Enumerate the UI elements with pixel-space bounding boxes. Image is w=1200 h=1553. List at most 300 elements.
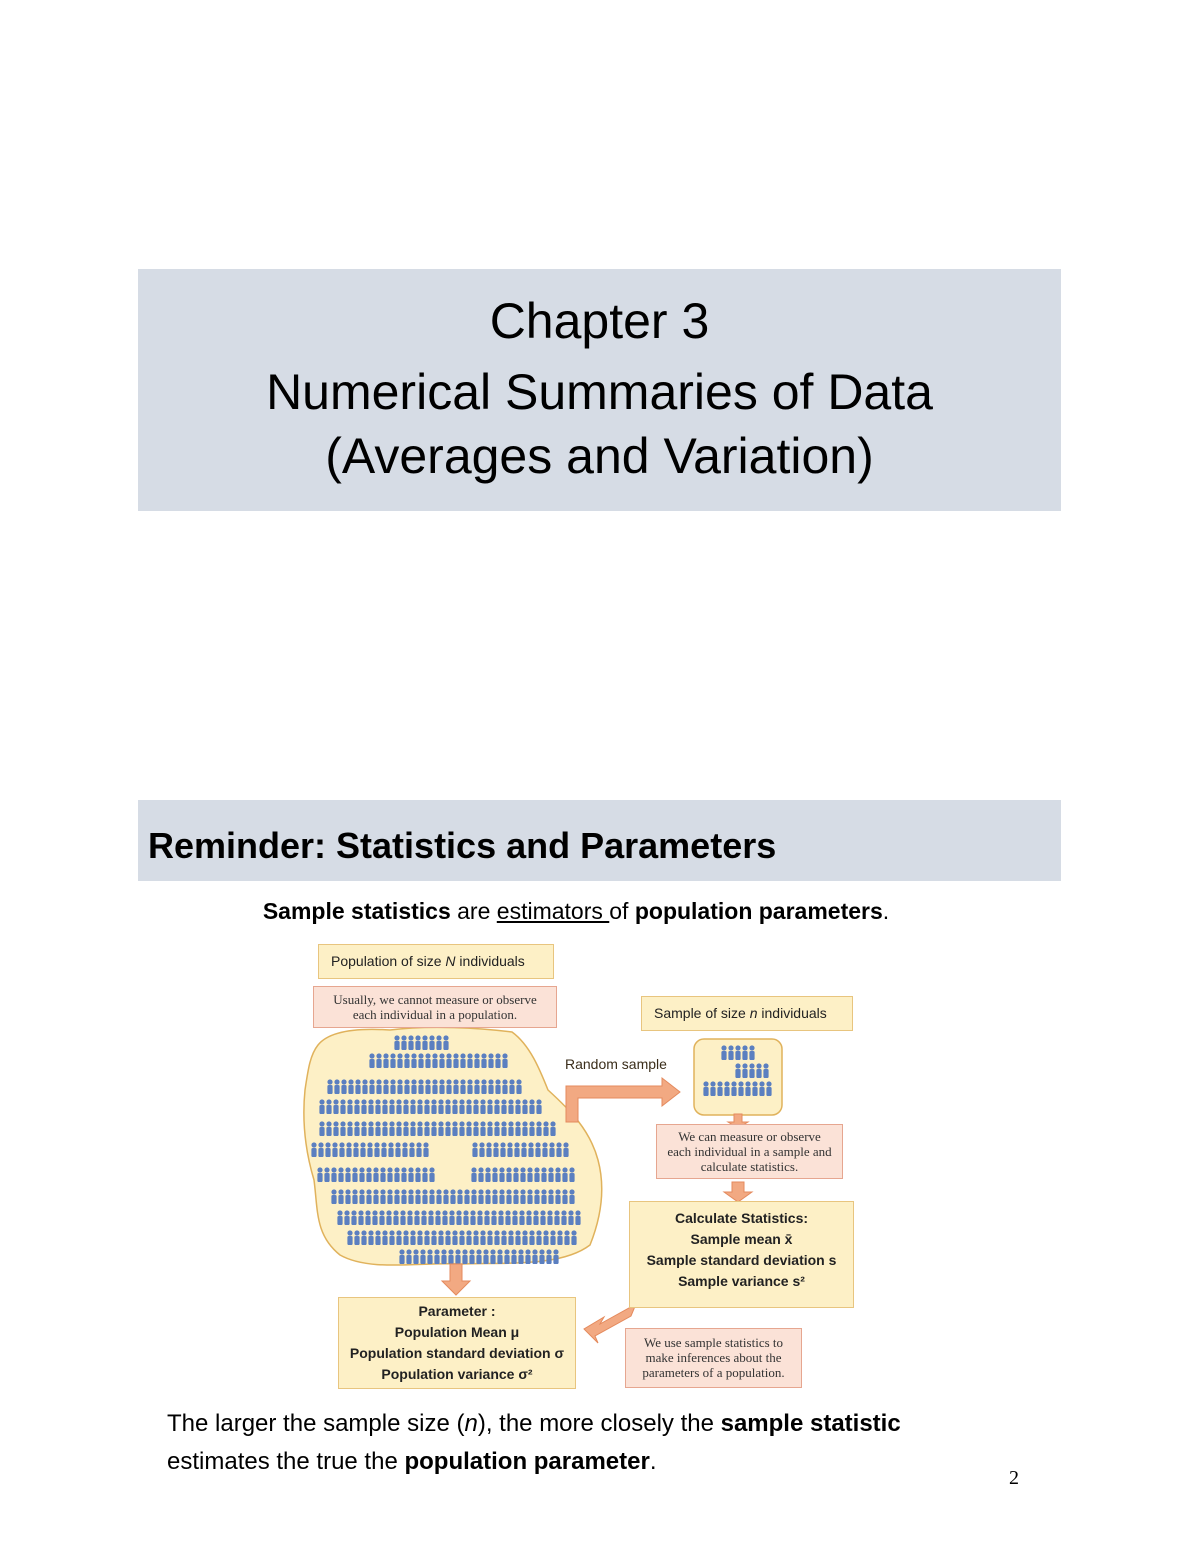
person-icon (361, 1099, 366, 1104)
person-icon-body (550, 1127, 555, 1136)
person-icon (563, 1142, 568, 1147)
person-icon (396, 1230, 401, 1235)
person-icon-body (532, 1255, 537, 1264)
person-icon-body (449, 1216, 454, 1225)
person-icon-body (501, 1105, 506, 1114)
person-icon-body (354, 1105, 359, 1114)
person-icon-body (431, 1127, 436, 1136)
person-icon (334, 1079, 339, 1084)
person-icon (703, 1081, 708, 1086)
person-icon (499, 1167, 504, 1172)
person-icon (341, 1079, 346, 1084)
person-icon (394, 1035, 399, 1040)
person-icon (522, 1099, 527, 1104)
person-icon (354, 1230, 359, 1235)
person-icon (453, 1053, 458, 1058)
person-icon (488, 1053, 493, 1058)
person-icon (432, 1079, 437, 1084)
person-icon-body (443, 1041, 448, 1050)
person-icon (455, 1249, 460, 1254)
param-heading: Parameter : (418, 1303, 496, 1319)
person-icon-body (361, 1236, 366, 1245)
person-icon (325, 1142, 330, 1147)
person-icon (516, 1079, 521, 1084)
person-icon (449, 1210, 454, 1215)
person-icon (383, 1053, 388, 1058)
person-icon (403, 1121, 408, 1126)
person-icon (485, 1189, 490, 1194)
bottom-text-1: The larger the sample size ( (167, 1410, 465, 1437)
person-icon-body (487, 1105, 492, 1114)
person-icon (319, 1121, 324, 1126)
person-icon (352, 1189, 357, 1194)
person-icon (410, 1230, 415, 1235)
person-icon-body (515, 1105, 520, 1114)
person-icon (332, 1142, 337, 1147)
person-icon-body (528, 1148, 533, 1157)
person-icon-body (359, 1173, 364, 1182)
person-icon-body (388, 1148, 393, 1157)
person-icon (506, 1189, 511, 1194)
sample-label-box (641, 996, 853, 1031)
person-icon (417, 1230, 422, 1235)
person-icon-body (488, 1059, 493, 1068)
person-icon-body (361, 1105, 366, 1114)
person-icon-body (403, 1236, 408, 1245)
person-icon (504, 1249, 509, 1254)
person-icon-body (347, 1105, 352, 1114)
person-icon-body (568, 1216, 573, 1225)
person-icon-body (333, 1105, 338, 1114)
person-icon-body (345, 1173, 350, 1182)
person-icon (401, 1167, 406, 1172)
bottom-sample-statistic: sample statistic (720, 1410, 901, 1437)
person-icon-body (446, 1085, 451, 1094)
person-icon-body (338, 1173, 343, 1182)
person-icon (408, 1035, 413, 1040)
person-icon-body (546, 1255, 551, 1264)
person-icon-body (359, 1195, 364, 1204)
person-icon-body (502, 1059, 507, 1068)
person-icon-body (417, 1236, 422, 1245)
person-icon-body (555, 1173, 560, 1182)
person-icon (431, 1230, 436, 1235)
calc-statistics (630, 1208, 853, 1292)
person-icon (453, 1079, 458, 1084)
person-icon-body (399, 1255, 404, 1264)
infer-note-box (625, 1328, 802, 1388)
person-icon-body (562, 1173, 567, 1182)
person-icon (518, 1249, 523, 1254)
person-icon-body (548, 1195, 553, 1204)
person-icon-body (506, 1173, 511, 1182)
person-icon-body (418, 1085, 423, 1094)
person-icon (415, 1167, 420, 1172)
usually-note: Usually, we cannot measure or observe each individual in a population. (333, 992, 537, 1022)
person-icon (438, 1230, 443, 1235)
person-icon (532, 1249, 537, 1254)
calc-heading: Calculate Statistics: (674, 1210, 809, 1226)
person-icon-body (481, 1085, 486, 1094)
person-icon-body (763, 1069, 768, 1078)
person-icon-body (522, 1236, 527, 1245)
person-icon (502, 1053, 507, 1058)
param-var: Population variance σ² (381, 1366, 533, 1382)
person-icon-body (410, 1236, 415, 1245)
sample-label-post: individuals (757, 1005, 827, 1021)
person-icon-body (488, 1085, 493, 1094)
person-icon (466, 1230, 471, 1235)
person-icon (515, 1230, 520, 1235)
person-icon-body (512, 1216, 517, 1225)
person-icon (410, 1099, 415, 1104)
person-icon-body (466, 1127, 471, 1136)
person-icon-body (453, 1059, 458, 1068)
person-icon (459, 1230, 464, 1235)
person-icon-body (368, 1127, 373, 1136)
person-icon (387, 1189, 392, 1194)
person-icon (501, 1230, 506, 1235)
person-icon (397, 1079, 402, 1084)
person-icon (396, 1121, 401, 1126)
person-icon-body (387, 1195, 392, 1204)
person-icon-body (431, 1105, 436, 1114)
person-icon (429, 1189, 434, 1194)
person-icon-body (439, 1059, 444, 1068)
person-icon (348, 1079, 353, 1084)
person-icon-body (327, 1085, 332, 1094)
person-icon-body (409, 1148, 414, 1157)
person-icon-body (474, 1085, 479, 1094)
person-icon (326, 1121, 331, 1126)
usually-note-box (313, 986, 557, 1028)
person-icon-body (417, 1105, 422, 1114)
person-icon (414, 1210, 419, 1215)
person-icon-body (470, 1216, 475, 1225)
person-icon (340, 1121, 345, 1126)
person-icon (533, 1210, 538, 1215)
person-icon (457, 1189, 462, 1194)
person-icon (441, 1249, 446, 1254)
person-icon (493, 1142, 498, 1147)
person-icon (361, 1121, 366, 1126)
person-icon (442, 1210, 447, 1215)
person-icon (539, 1249, 544, 1254)
person-icon-body (379, 1216, 384, 1225)
person-icon (481, 1079, 486, 1084)
person-icon-body (396, 1236, 401, 1245)
person-icon (395, 1142, 400, 1147)
person-icon-body (529, 1236, 534, 1245)
person-icon-body (499, 1173, 504, 1182)
person-icon (549, 1142, 554, 1147)
person-icon-body (513, 1173, 518, 1182)
sample-label-pre: Sample of size (654, 1005, 750, 1021)
person-icon (534, 1167, 539, 1172)
person-icon-body (429, 1173, 434, 1182)
person-icon-body (421, 1216, 426, 1225)
person-icon-body (408, 1041, 413, 1050)
person-icon (749, 1063, 754, 1068)
population-label-post: individuals (455, 953, 525, 969)
person-icon (425, 1079, 430, 1084)
person-icon (501, 1099, 506, 1104)
person-icon (520, 1189, 525, 1194)
person-icon-body (401, 1173, 406, 1182)
person-icon-body (326, 1105, 331, 1114)
person-icon (529, 1121, 534, 1126)
person-icon-body (529, 1105, 534, 1114)
person-icon (424, 1121, 429, 1126)
person-icon-body (428, 1216, 433, 1225)
person-icon-body (339, 1148, 344, 1157)
person-icon-body (410, 1105, 415, 1114)
person-icon (487, 1121, 492, 1126)
person-icon-body (710, 1087, 715, 1096)
person-icon-body (416, 1148, 421, 1157)
person-icon (717, 1081, 722, 1086)
person-icon-body (396, 1105, 401, 1114)
person-icon (450, 1189, 455, 1194)
person-icon-body (509, 1085, 514, 1094)
person-icon-body (338, 1195, 343, 1204)
person-icon (514, 1142, 519, 1147)
person-icon (494, 1230, 499, 1235)
person-icon-body (407, 1216, 412, 1225)
person-icon (427, 1249, 432, 1254)
lead-sample-statistics: Sample statistics (262, 898, 451, 924)
person-icon-body (495, 1059, 500, 1068)
person-icon (338, 1189, 343, 1194)
person-icon-body (476, 1255, 481, 1264)
person-icon (429, 1035, 434, 1040)
person-icon (502, 1079, 507, 1084)
person-icon (424, 1099, 429, 1104)
person-icon-body (344, 1216, 349, 1225)
person-icon (477, 1210, 482, 1215)
person-icon-body (366, 1173, 371, 1182)
person-icon-body (334, 1085, 339, 1094)
person-icon (380, 1189, 385, 1194)
person-icon (338, 1167, 343, 1172)
person-icon (575, 1210, 580, 1215)
person-icon (543, 1121, 548, 1126)
person-icon-body (410, 1127, 415, 1136)
person-icon-body (479, 1148, 484, 1157)
person-icon-body (427, 1255, 432, 1264)
person-icon-body (498, 1216, 503, 1225)
person-icon-body (569, 1173, 574, 1182)
person-icon (456, 1210, 461, 1215)
person-icon-body (408, 1195, 413, 1204)
person-icon (555, 1167, 560, 1172)
person-icon (462, 1249, 467, 1254)
person-icon-body (401, 1041, 406, 1050)
person-icon (373, 1189, 378, 1194)
person-icon-body (345, 1195, 350, 1204)
person-icon (452, 1121, 457, 1126)
person-icon (446, 1053, 451, 1058)
person-icon-body (507, 1148, 512, 1157)
person-icon-body (411, 1059, 416, 1068)
person-icon-body (445, 1236, 450, 1245)
person-icon (369, 1053, 374, 1058)
person-icon (443, 1035, 448, 1040)
person-icon (498, 1210, 503, 1215)
person-icon (473, 1121, 478, 1126)
person-icon (756, 1063, 761, 1068)
person-icon-body (319, 1105, 324, 1114)
person-icon-body (549, 1148, 554, 1157)
chapter-subtitle-line1: Numerical Summaries of Data (266, 364, 933, 420)
person-icon (494, 1121, 499, 1126)
person-icon (710, 1081, 715, 1086)
person-icon-body (353, 1148, 358, 1157)
person-icon (742, 1063, 747, 1068)
person-icon (365, 1210, 370, 1215)
person-icon-body (463, 1216, 468, 1225)
person-icon-body (389, 1105, 394, 1114)
person-icon-body (368, 1236, 373, 1245)
person-icon (484, 1210, 489, 1215)
person-icon (382, 1121, 387, 1126)
person-icon (448, 1249, 453, 1254)
person-icon-body (365, 1216, 370, 1225)
person-icon-body (513, 1195, 518, 1204)
person-icon (402, 1142, 407, 1147)
person-icon-body (525, 1255, 530, 1264)
person-icon-body (331, 1195, 336, 1204)
person-icon-body (547, 1216, 552, 1225)
person-icon (564, 1230, 569, 1235)
person-icon-body (415, 1195, 420, 1204)
person-icon (487, 1230, 492, 1235)
person-icon (376, 1053, 381, 1058)
person-icon (439, 1053, 444, 1058)
person-icon (459, 1121, 464, 1126)
person-icon-body (724, 1087, 729, 1096)
person-icon (438, 1121, 443, 1126)
bottom-text-4: . (649, 1448, 657, 1475)
person-icon-body (459, 1236, 464, 1245)
person-icon (513, 1167, 518, 1172)
sample-var-n: n (749, 1005, 758, 1021)
person-icon-body (382, 1127, 387, 1136)
measure-note: We can measure or observe each individual in a sample and calculate statistics. (667, 1129, 832, 1174)
person-icon-body (480, 1105, 485, 1114)
person-icon (525, 1249, 530, 1254)
person-icon-body (460, 1085, 465, 1094)
person-icon (562, 1167, 567, 1172)
person-icon-body (536, 1236, 541, 1245)
person-icon-body (369, 1059, 374, 1068)
person-icon (423, 1142, 428, 1147)
person-icon (759, 1081, 764, 1086)
measure-note-box (656, 1124, 843, 1179)
person-icon (394, 1189, 399, 1194)
person-icon (536, 1121, 541, 1126)
person-icon-body (516, 1085, 521, 1094)
person-icon-body (749, 1069, 754, 1078)
person-icon-body (397, 1059, 402, 1068)
parameter-box (338, 1297, 576, 1389)
person-icon-body (562, 1195, 567, 1204)
person-icon-body (501, 1236, 506, 1245)
person-icon-body (557, 1236, 562, 1245)
person-icon-body (408, 1173, 413, 1182)
person-icon (438, 1099, 443, 1104)
person-icon (389, 1099, 394, 1104)
person-icon-body (425, 1059, 430, 1068)
person-icon-body (400, 1216, 405, 1225)
person-icon (735, 1063, 740, 1068)
chapter-subtitle-line2: (Averages and Variation) (325, 428, 874, 484)
person-icon (527, 1167, 532, 1172)
person-icon (459, 1099, 464, 1104)
person-icon-body (473, 1127, 478, 1136)
random-sample-arrow (566, 1078, 680, 1122)
person-icon (354, 1121, 359, 1126)
person-icon-body (464, 1195, 469, 1204)
person-icon-body (459, 1105, 464, 1114)
person-icon-body (373, 1173, 378, 1182)
person-icon (557, 1230, 562, 1235)
reminder-heading: Reminder: Statistics and Parameters (148, 825, 777, 866)
person-icon-body (383, 1059, 388, 1068)
person-icon-body (352, 1173, 357, 1182)
person-icon (471, 1167, 476, 1172)
person-icon (358, 1210, 363, 1215)
bottom-var-n: n (464, 1410, 478, 1437)
person-icon-body (742, 1051, 747, 1060)
person-icon-body (563, 1148, 568, 1157)
person-icon-body (494, 1105, 499, 1114)
person-icon-body (569, 1195, 574, 1204)
person-icon (431, 1099, 436, 1104)
person-icon-body (448, 1255, 453, 1264)
person-icon-body (536, 1105, 541, 1114)
person-icon-body (541, 1195, 546, 1204)
person-icon-body (413, 1255, 418, 1264)
person-icon-body (387, 1173, 392, 1182)
person-icon (362, 1079, 367, 1084)
person-icon (397, 1053, 402, 1058)
calc-var: Sample variance s² (678, 1273, 805, 1289)
person-icon-body (529, 1127, 534, 1136)
person-icon (483, 1249, 488, 1254)
person-icon-body (486, 1148, 491, 1157)
person-icon-body (402, 1148, 407, 1157)
person-icon (399, 1249, 404, 1254)
person-icon (474, 1079, 479, 1084)
bottom-sentence (167, 1405, 1067, 1481)
person-icon (408, 1167, 413, 1172)
person-icon-body (742, 1069, 747, 1078)
person-icon-body (535, 1148, 540, 1157)
person-icon (390, 1079, 395, 1084)
person-icon-body (555, 1195, 560, 1204)
person-icon-body (389, 1236, 394, 1245)
person-icon-body (411, 1085, 416, 1094)
person-icon-body (534, 1195, 539, 1204)
person-icon (420, 1249, 425, 1254)
sample-label (654, 1005, 827, 1021)
person-icon-body (474, 1059, 479, 1068)
person-icon (403, 1099, 408, 1104)
person-icon-body (380, 1195, 385, 1204)
person-icon-body (369, 1085, 374, 1094)
person-icon (569, 1167, 574, 1172)
